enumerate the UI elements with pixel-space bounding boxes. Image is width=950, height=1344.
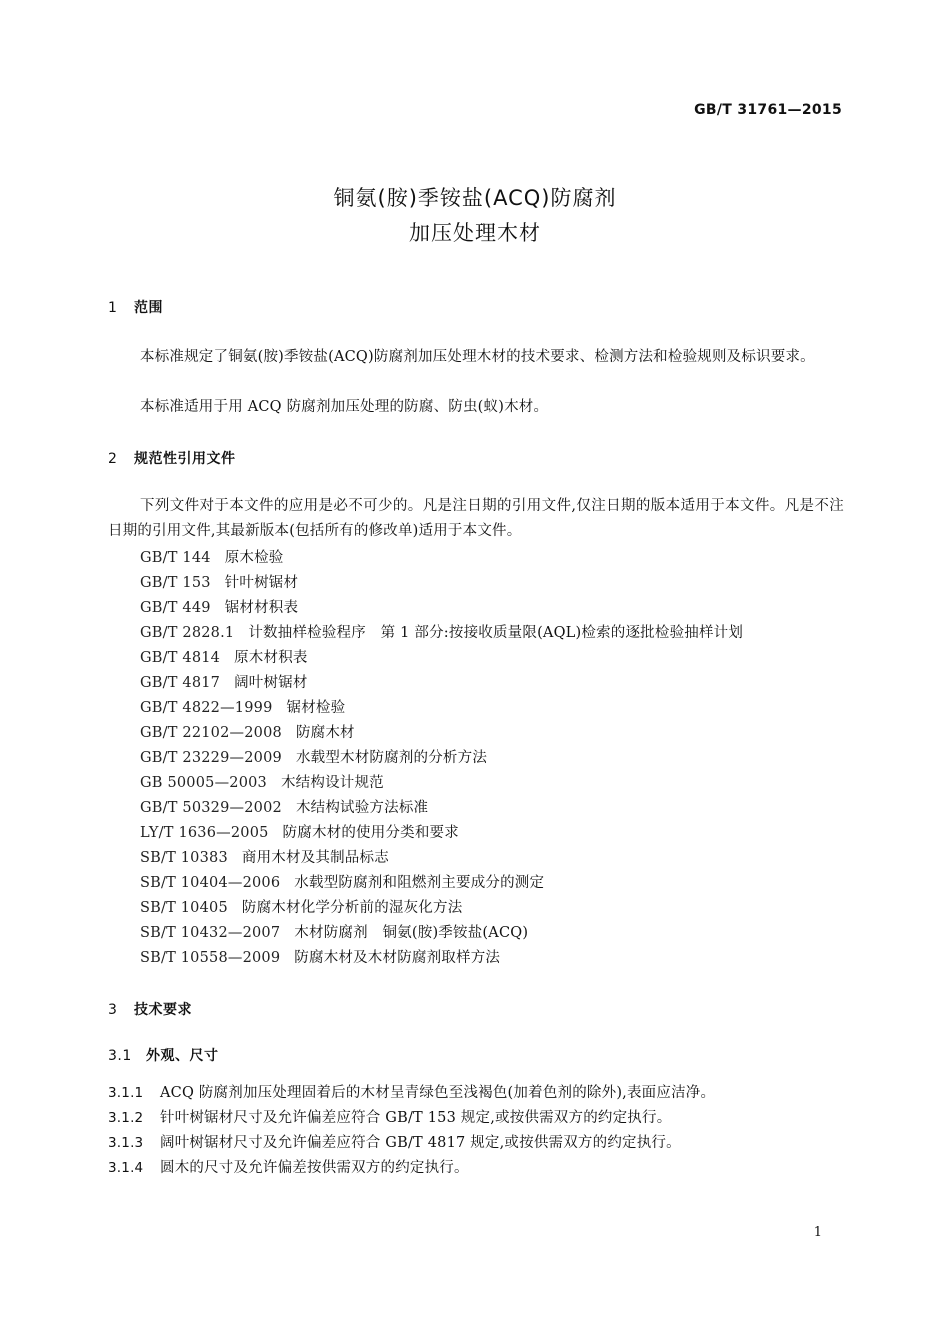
- section-1-paragraph-1: 本标准规定了铜氨(胺)季铵盐(ACQ)防腐剂加压处理木材的技术要求、检测方法和检验规则及标识要求。: [140, 349, 815, 365]
- reference-title: 商用木材及其制品标志: [241, 850, 389, 866]
- section-number: 1: [108, 300, 118, 316]
- reference-code: GB/T 50329—2002: [140, 800, 282, 816]
- reference-item: [140, 596, 298, 617]
- reference-title: 锯材检验: [286, 700, 346, 716]
- reference-item: [140, 571, 298, 592]
- subsection-3-1-heading: [108, 1045, 219, 1065]
- reference-item: [140, 771, 384, 792]
- clause-item: [108, 1131, 681, 1152]
- reference-item: [140, 846, 389, 867]
- reference-code: GB/T 4814: [140, 650, 221, 666]
- reference-code: GB/T 4817: [140, 675, 221, 691]
- subsection-number: 3.1: [108, 1048, 132, 1064]
- reference-item: [140, 746, 487, 767]
- section-number: 3: [108, 1002, 118, 1018]
- clause-number: 3.1.2: [108, 1110, 144, 1126]
- reference-title: 水载型木材防腐剂的分析方法: [295, 750, 488, 766]
- section-1-heading: [108, 297, 163, 317]
- reference-item: [140, 621, 743, 642]
- reference-title: 阔叶树锯材: [234, 675, 308, 691]
- reference-title: 木材防腐剂 铜氨(胺)季铵盐(ACQ): [294, 925, 529, 941]
- clause-text: 圆木的尺寸及允许偏差按供需双方的约定执行。: [160, 1160, 469, 1176]
- reference-title: 水载型防腐剂和阻燃剂主要成分的测定: [294, 875, 545, 891]
- reference-item: [140, 546, 284, 567]
- page-number: 1: [813, 1225, 822, 1240]
- reference-item: [140, 821, 459, 842]
- reference-code: SB/T 10558—2009: [140, 950, 281, 966]
- reference-code: SB/T 10432—2007: [140, 925, 281, 941]
- reference-title: 木结构试验方法标准: [295, 800, 429, 816]
- section-1-paragraph-2: 本标准适用于用 ACQ 防腐剂加压处理的防腐、防虫(蚁)木材。: [140, 399, 549, 415]
- reference-title: 防腐木材化学分析前的湿灰化方法: [241, 900, 463, 916]
- reference-title: 木结构设计规范: [280, 775, 384, 791]
- reference-item: [140, 871, 544, 892]
- standard-code: GB/T 31761—2015: [694, 102, 842, 118]
- clause-number: 3.1.4: [108, 1160, 144, 1176]
- reference-code: GB/T 4822—1999: [140, 700, 273, 716]
- reference-title: 防腐木材: [295, 725, 355, 741]
- section-title: 范围: [134, 300, 163, 316]
- section-title: 技术要求: [134, 1002, 192, 1018]
- reference-item: [140, 646, 308, 667]
- clause-text: 针叶树锯材尺寸及允许偏差应符合 GB/T 153 规定,或按供需双方的约定执行。: [160, 1110, 672, 1126]
- reference-item: [140, 696, 345, 717]
- reference-title: 计数抽样检验程序 第 1 部分:按接收质量限(AQL)检索的逐批检验抽样计划: [248, 625, 744, 641]
- subsection-title: 外观、尺寸: [146, 1048, 219, 1064]
- reference-title: 原木材积表: [234, 650, 308, 666]
- reference-code: GB/T 2828.1: [140, 625, 235, 641]
- section-number: 2: [108, 451, 118, 467]
- reference-item: [140, 921, 528, 942]
- reference-code: LY/T 1636—2005: [140, 825, 269, 841]
- reference-title: 锯材材积表: [224, 600, 299, 616]
- reference-code: SB/T 10383: [140, 850, 228, 866]
- section-title: 规范性引用文件: [134, 451, 236, 467]
- reference-title: 防腐木材的使用分类和要求: [282, 825, 459, 841]
- reference-code: GB/T 449: [140, 600, 211, 616]
- reference-code: GB/T 23229—2009: [140, 750, 282, 766]
- reference-code: GB/T 144: [140, 550, 211, 566]
- reference-item: [140, 946, 500, 967]
- clause-item: [108, 1106, 671, 1127]
- reference-item: [140, 721, 355, 742]
- reference-code: SB/T 10405: [140, 900, 228, 916]
- reference-item: [140, 896, 462, 917]
- reference-title: 原木检验: [224, 550, 284, 566]
- reference-code: GB/T 153: [140, 575, 211, 591]
- reference-title: 防腐木材及木材防腐剂取样方法: [294, 950, 501, 966]
- clause-text: 阔叶树锯材尺寸及允许偏差应符合 GB/T 4817 规定,或按供需双方的约定执行。: [160, 1135, 681, 1151]
- reference-code: SB/T 10404—2006: [140, 875, 281, 891]
- document-title-line-1: 铜氨(胺)季铵盐(ACQ)防腐剂: [333, 186, 617, 210]
- reference-code: GB/T 22102—2008: [140, 725, 282, 741]
- clause-item: [108, 1156, 469, 1177]
- document-title-line-2: 加压处理木材: [409, 221, 541, 245]
- clause-number: 3.1.3: [108, 1135, 144, 1151]
- reference-item: [140, 671, 308, 692]
- section-3-heading: [108, 999, 192, 1019]
- reference-code: GB 50005—2003: [140, 775, 267, 791]
- clause-text: ACQ 防腐剂加压处理固着后的木材呈青绿色至浅褐色(加着色剂的除外),表面应洁净。: [160, 1085, 716, 1101]
- section-2-heading: [108, 448, 236, 468]
- reference-item: [140, 796, 428, 817]
- section-2-intro: 下列文件对于本文件的应用是必不可少的。凡是注日期的引用文件,仅注日期的版本适用于本文件。凡是不注日期的引用文件,其最新版本(包括所有的修改单)适用于本文件。: [108, 498, 844, 539]
- clause-number: 3.1.1: [108, 1085, 144, 1101]
- reference-title: 针叶树锯材: [224, 575, 299, 591]
- clause-item: [108, 1081, 715, 1102]
